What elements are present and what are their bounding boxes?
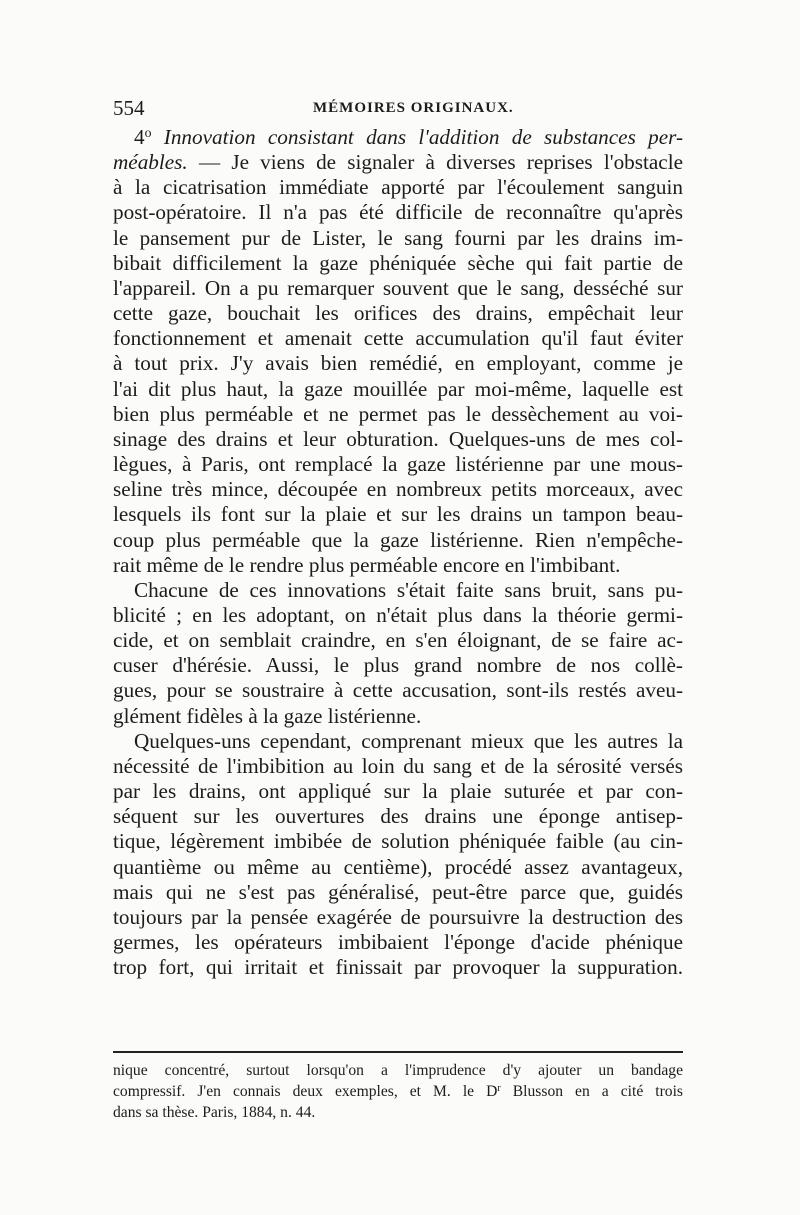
text-line: trop fort, qui irritait et finissait par provoquer la suppuration. (113, 955, 683, 980)
section-number-sup: o (144, 125, 152, 141)
page-number: 554 (113, 96, 145, 120)
text-line: l'appareil. On a pu remarquer souvent que le sang, desséché sur (113, 275, 683, 300)
text-run: compressif. J'en connais deux exemples, et M. le D (113, 1083, 498, 1100)
footnote-rule (113, 1051, 683, 1053)
text-line: fonctionnement et amenait cette accumulation qu'il faut éviter (113, 326, 683, 351)
text-line: bibait difficilement la gaze phéniquée sèche qui fait partie de (113, 250, 683, 275)
text-line: germes, les opérateurs imbibaient l'éponge d'acide phénique (113, 930, 683, 954)
text-line: cette gaze, bouchait les orifices des drains, empêchait leur (113, 301, 683, 326)
text-line: toujours par la pensée exagérée de poursuivre la destruction des (113, 904, 683, 929)
text-line: lègues, à Paris, ont remplacé la gaze listérienne par une mous- (113, 452, 683, 477)
text-line: séquent sur les ouvertures des drains une éponge antisep- (113, 804, 683, 829)
running-title: MÉMOIRES ORIGINAUX. (313, 100, 514, 116)
section-heading-end: méables. (113, 150, 188, 175)
text-line: Quelques-uns cependant, comprenant mieux que les autres la (134, 728, 683, 753)
text-line: par les drains, ont appliqué sur la plaie suturée et par con- (113, 779, 683, 804)
text-line: nécessité de l'imbibition au loin du sang et de la sérosité versés (113, 753, 683, 778)
text-line: à la cicatrisation immédiate apporté par l'écoulement sanguin (113, 175, 683, 200)
footnote-line: nique concentré, surtout lorsqu'on a l'imprudence d'y ajouter un bandage (113, 1062, 683, 1079)
footnote-line (113, 1081, 683, 1102)
text-line: seline très mince, découpée en nombreux petits morceaux, avec (113, 477, 683, 502)
footnote-line: dans sa thèse. Paris, 1884, n. 44. (113, 1104, 316, 1121)
text-line: tique, légèrement imbibée de solution phéniquée faible (au cin- (113, 829, 683, 854)
footnote (113, 1060, 683, 1123)
section-heading: Innovation consistant dans l'addition de substances per- (163, 125, 683, 149)
text-line: coup plus perméable que la gaze listérienne. Rien n'empêche- (113, 527, 683, 552)
page-header (113, 96, 693, 122)
text-line: gues, pour se soustraire à cette accusation, sont-ils restés aveu- (113, 678, 683, 703)
text-line: mais qui ne s'est pas généralisé, peut-être parce que, guidés (113, 879, 683, 904)
text-line: cide, et on semblait craindre, en s'en éloignant, de se faire ac- (113, 628, 683, 653)
text-line: l'ai dit plus haut, la gaze mouillée par moi-même, laquelle est (113, 376, 683, 401)
section-number: 4 (134, 125, 145, 149)
text-run: — Je viens de signaler à diverses reprises l'obstacle (198, 150, 683, 175)
text-line: rait même de le rendre plus perméable encore en l'imbibant. (113, 552, 621, 577)
footnote-sup: r (497, 1082, 501, 1094)
text-line: blicité ; en les adoptant, on n'était plus dans la théorie germi- (113, 602, 683, 627)
text-line: bien plus perméable et ne permet pas le dessèchement au voi- (113, 401, 683, 426)
text-line: Chacune de ces innovations s'était faite sans bruit, sans pu- (134, 577, 683, 602)
text-line: à tout prix. J'y avais bien remédié, en employant, comme je (113, 351, 683, 376)
text-run: Blusson en a cité trois (500, 1083, 683, 1100)
text-line: glément fidèles à la gaze listérienne. (113, 703, 422, 728)
text-line: lesquels ils font sur la plaie et sur les drains un tampon beau- (113, 502, 683, 527)
text-line: cuser d'hérésie. Aussi, le plus grand nombre de nos collè- (113, 653, 683, 678)
text-line: post-opératoire. Il n'a pas été difficile de reconnaître qu'après (113, 200, 683, 225)
text-line: sinage des drains et leur obturation. Quelques-uns de mes col- (113, 426, 683, 451)
text-line (113, 125, 683, 150)
text-line: quantième ou même au centième), procédé assez avantageux, (113, 854, 683, 879)
text-line (113, 150, 683, 175)
main-text (113, 125, 683, 980)
text-line: le pansement pur de Lister, le sang fourni par les drains im- (113, 225, 683, 250)
